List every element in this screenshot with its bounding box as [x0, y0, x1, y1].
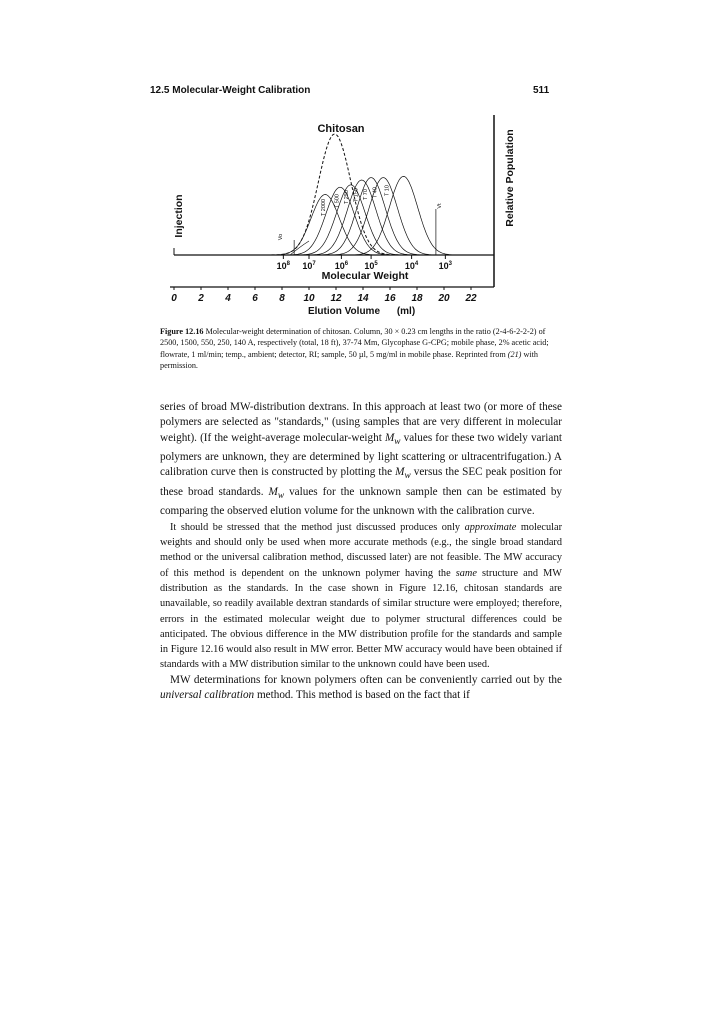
figure-caption [160, 326, 560, 372]
volume-tick-label: 2 [198, 293, 204, 304]
running-header: 12.5 Molecular-Weight Calibration [150, 85, 311, 96]
volume-tick-label: 16 [384, 293, 396, 304]
paragraph-3: MW determinations for known polymers often can be conveniently carried out by the universal calibration method. This method is based on the fact that if [160, 673, 562, 702]
peak-label: T 250 [344, 190, 351, 204]
peak-label: T 2000 [321, 198, 328, 216]
volume-tick-label: 6 [252, 293, 258, 304]
volume-tick-label: 20 [438, 293, 450, 304]
figure-chart [160, 112, 516, 318]
vt-marker-label: Vt [437, 203, 443, 209]
mw-axis-title: Molecular Weight [321, 270, 409, 282]
relative-population-label: Relative Population [504, 129, 516, 227]
paragraph-1: series of broad MW-distribution dextrans. In this approach at least two (or more of these polymers are selected as "standards," (using samples that are very different in molecular weight). (If the weight-average molecular-weight $M_w$ values for these two widely variant polymers are unknown, they are determined by light scattering or ultracentrifugation.) A calibration curve then is constructed by plotting the $M_w$ versus the SEC peak position for these broad standards. $M_w$ values for the unknown sample then can be estimated by comparing the observed elution volume for the unknown with the calibration curve. [160, 401, 563, 518]
volume-tick-label: 22 [465, 293, 477, 304]
body-text [160, 400, 562, 703]
page-number: 511 [533, 85, 550, 96]
peak-label: T 150 [353, 188, 360, 202]
mw-tick-label: $10^5$ [364, 261, 378, 271]
curve-t-40 [324, 178, 443, 255]
mw-tick-label: $10^7$ [302, 261, 316, 271]
injection-label: Injection [173, 194, 185, 238]
volume-tick-label: 12 [330, 293, 342, 304]
caption-label: Figure 12.16 [160, 327, 204, 336]
mw-tick-label: $10^3$ [438, 261, 453, 271]
mw-tick-label: $10^6$ [334, 261, 349, 271]
peak-label: T 10 [384, 185, 391, 196]
volume-tick-label: 14 [357, 293, 369, 304]
peak-label: T 40 [372, 187, 379, 198]
caption-text-end: with permission. [160, 349, 538, 371]
volume-tick-label: 4 [225, 293, 231, 304]
vo-marker-label: Vo [278, 233, 284, 241]
curve-t-70 [312, 178, 431, 255]
paragraph-2: It should be stressed that the method just discussed produces only approximate molecular weights and should only be used when more accurate methods (e.g., the single broad standard method or the universal calibration method, discussed later) are not feasible. The MW accuracy of this method is dependent on the unknown polymer having the same structure and MW distribution as the standards. In the case shown in Figure 12.16, chitosan standards are unavailable, so readily available dextran standards of similar structure were employed; therefore, errors in the estimated molecular weight due to polymer structural differences could be anticipated. The obvious difference in the MW distribution profile for the standards and sample in Figure 12.16 would also result in MW error. Better MW accuracy would have been obtained if standards with a MW distribution similar to the unknown could have been used. [160, 521, 563, 671]
volume-axis-unit: (ml) [396, 306, 416, 317]
mw-tick-label: $10^4$ [404, 261, 419, 271]
caption-ref: (21) [507, 349, 522, 359]
curve-t-150 [302, 180, 421, 255]
volume-tick-label: 0 [171, 293, 177, 304]
peak-label: T 500 [334, 194, 341, 208]
mw-tick-label: $10^8$ [276, 261, 291, 271]
chart-title: Chitosan [317, 123, 365, 135]
caption-text: Molecular-weight determination of chitosan. Column, 30 × 0.23 cm lengths in the ratio (2-4-6-2-2-2) of 2500, 1500, 550, 250, 140 A, respectively (total, 18 ft), 37-74 Mm, Glycophase G-CPG; mobile phase, 2% acetic acid; flowrate, 1 ml/min; temp., ambient; detector, RI; sample, 50 µl, 5 mg/ml in mobile phase. Reprinted from [160, 327, 549, 359]
volume-tick-label: 8 [279, 293, 285, 304]
volume-tick-label: 10 [303, 293, 315, 304]
peak-label: T 70 [363, 189, 370, 200]
curve-t-10 [344, 176, 463, 255]
volume-axis-title: Elution Volume [307, 306, 381, 317]
volume-tick-label: 18 [411, 293, 423, 304]
